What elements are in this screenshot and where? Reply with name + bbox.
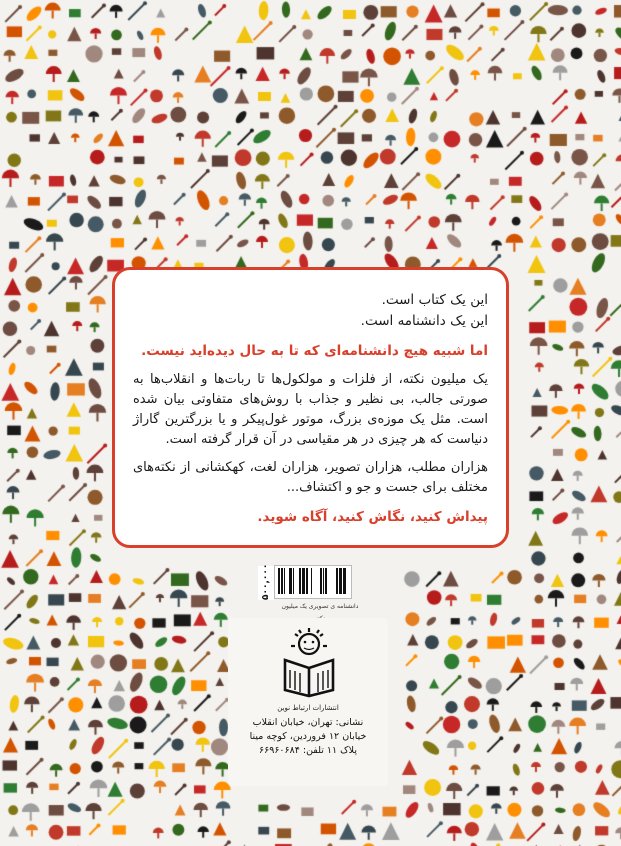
barcode-bar [278,568,280,594]
intro-line-2: این یک دانشنامه است. [360,313,488,329]
barcode-bar [281,568,283,594]
barcode-bar [343,568,346,594]
publisher-logo-icon [277,626,341,698]
address-line-2: خیابان ۱۲ فروردین، کوچه مینا [249,731,367,742]
barcode-bar [339,568,342,594]
address-line-3: پلاک ۱۱ تلفن: ۶۶۹۶۰۶۸۴ [259,745,357,756]
barcode-bar [289,568,292,594]
description-paragraph-1: یک میلیون نکته، از فلزات و مولکول‌ها تا ربات‌ها و انقلاب‌ها به صورتی جالب، بی نظیر و جذاب با روش‌های متفاوتی بیان شده است. مثل یک موزه‌ی بزرگ، موتور غول‌پیکر و یا بزرگترین گاراژ دنیاست که هر چیزی در هر مقیاسی در آن قرار گرفته است. [133,372,488,447]
barcode-icon [274,565,352,599]
barcode-bar [320,568,322,594]
description-paragraph-2: هزاران مطلب، هزاران تصویر، هزاران لغت، کهکشانی از نکته‌های مختلف برای جست و جو و اکتشاف... [133,460,488,495]
barcode-bar [323,568,324,594]
barcode-book-title: دانشنامه ی تصویری یک میلیون [281,603,359,610]
intro-line-1: این یک کتاب است. [381,292,488,308]
tagline: اما شبیه هیچ دانشنامه‌ای که تا به حال دیده‌اید نیست. [141,343,488,359]
barcode-bar [336,568,338,594]
publisher-block [228,618,388,786]
price-label: ۵۰۰,۰۰۰ [258,566,274,600]
barcode-bar [293,568,294,594]
publisher-name: انتشارات ارتباط نوین [277,704,339,712]
closing-slogan: پیداش کنید، نگاش کنید، آگاه شوید. [257,509,488,525]
description-panel [112,267,509,548]
barcode-bar [325,568,327,594]
barcode-bar [306,568,308,594]
barcode-bar [284,568,285,594]
barcode-bar [299,568,301,594]
barcode-bar [311,568,312,594]
address-line-1: نشانی: تهران، خیابان انقلاب [252,717,364,728]
barcode-bar [302,568,305,594]
publisher-address [228,716,388,758]
